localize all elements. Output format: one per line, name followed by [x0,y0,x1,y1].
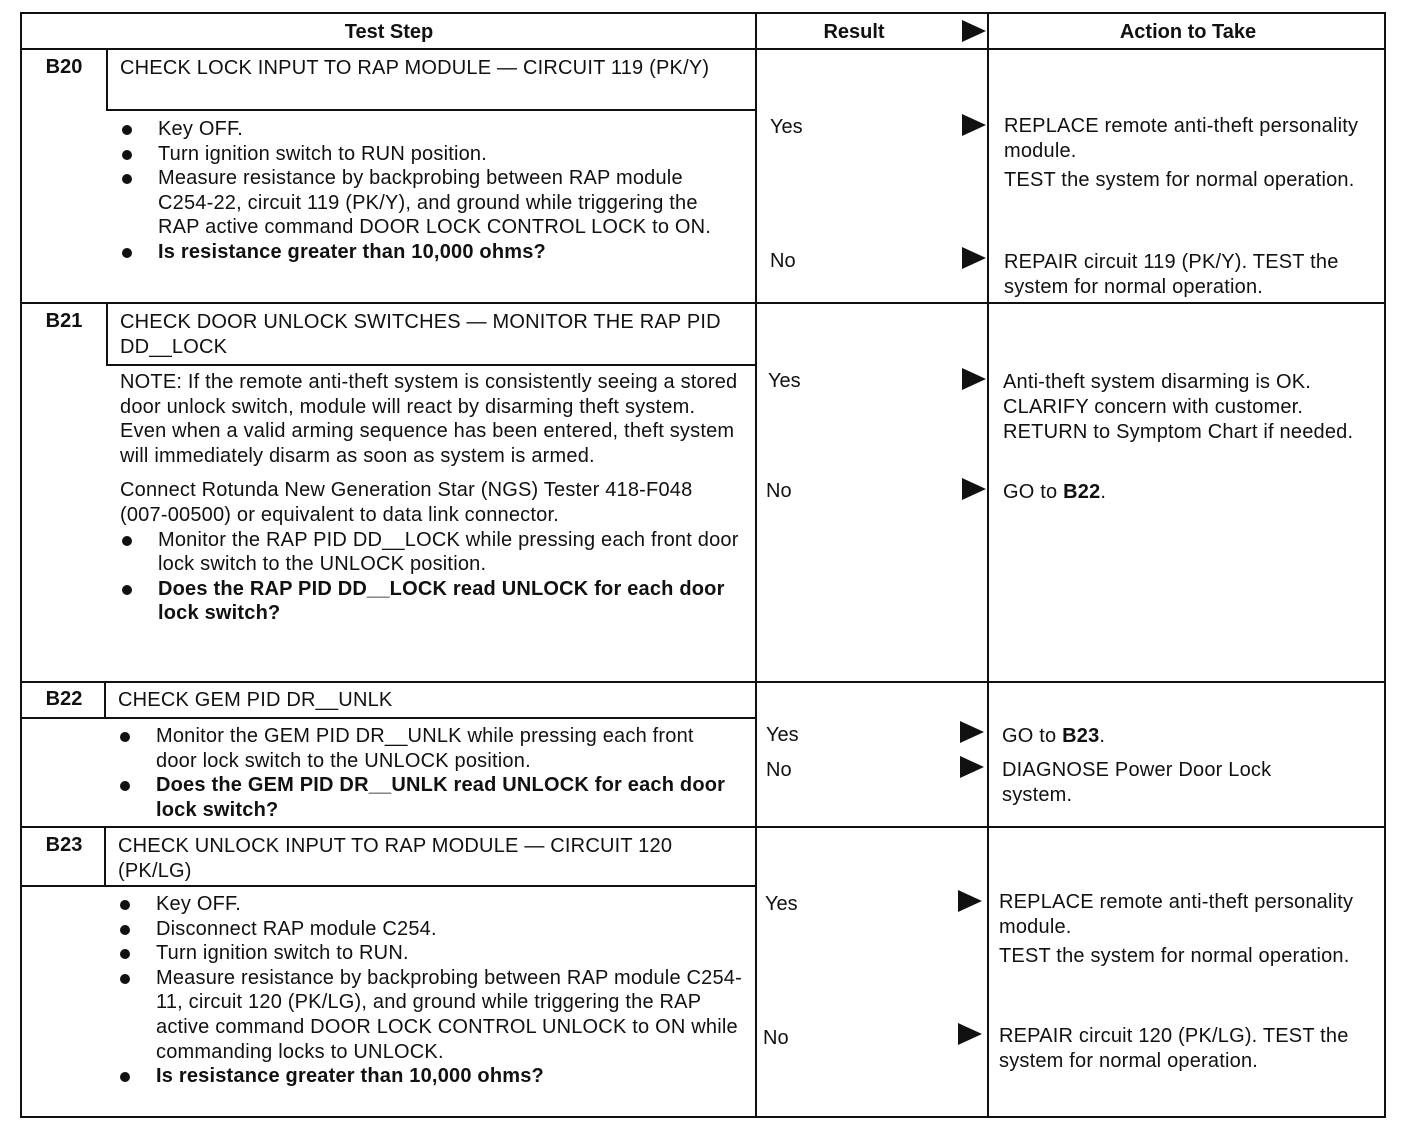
bullet-b23-4: Measure resistance by backprobing between RAP module C254-11, circuit 120 (PK/LG), and ground while triggering the RAP active command DOOR LOCK CONTROL UNLOCK to ON while commanding locks to UNLOCK. [118,966,743,1064]
arrow-b22-no-icon [960,756,984,778]
step-id-b21: B21 [45,310,83,332]
result-b20-yes: Yes [770,116,803,138]
step-body-b21 [120,370,740,626]
result-b21-yes: Yes [768,370,801,392]
step-body-b20 [120,117,740,265]
action-b23-no: REPAIR circuit 120 (PK/LG). TEST the system for normal operation. [999,1025,1349,1072]
action-b22-no: DIAGNOSE Power Door Lock system. [1002,759,1272,806]
action-b22-yes-prefix: GO to [1002,725,1063,747]
column-divider-result [755,14,757,1118]
id-divider-b20 [106,50,108,110]
header-action: Action to Take [1119,20,1257,43]
step-title-b20: CHECK LOCK INPUT TO RAP MODULE — CIRCUIT 119 (PK/Y) [120,57,710,79]
diagnostic-table [20,12,1386,1118]
action-b21-yes: Anti-theft system disarming is OK. CLARIFY concern with customer. RETURN to Symptom Chart if needed. [1003,371,1354,443]
b21-title-rule [106,364,756,366]
step-body-b22 [118,724,738,822]
note-b21: NOTE: If the remote anti-theft system is consistently seeing a stored door unlock switch, module will react by disarming theft system. Even when a valid arming sequence has been entered, theft system will immediately disarm as soon as system is armed. [120,371,738,467]
bullet-b20-3: Measure resistance by backprobing between RAP module C254-22, circuit 119 (PK/Y), and ground while triggering the RAP active command DOOR LOCK CONTROL LOCK to ON. [120,166,740,240]
step-id-b22: B22 [45,688,83,710]
b22-bottom-rule [22,826,1386,828]
arrow-b20-yes-icon [962,114,986,136]
action-b22-yes-suffix: . [1099,725,1106,747]
result-b22-no: No [766,759,792,781]
action-b21-no [1003,480,1378,505]
bullet-b23-2: Disconnect RAP module C254. [118,917,743,942]
result-b23-no: No [763,1027,789,1049]
b22-title-rule [22,717,756,719]
bullet-b21-1: Monitor the RAP PID DD__LOCK while pressing each front door lock switch to the UNLOCK position. [120,528,740,577]
action-b22-yes [1002,724,1377,749]
result-b23-yes: Yes [765,893,798,915]
result-b21-no: No [766,480,792,502]
b21-bottom-rule [22,681,1386,683]
bullet-b23-3: Turn ignition switch to RUN. [118,941,743,966]
header-result: Result [823,20,885,43]
bullet-b20-2: Turn ignition switch to RUN position. [120,142,740,167]
arrow-b23-yes-icon [958,890,982,912]
question-b20: Is resistance greater than 10,000 ohms? [120,240,740,265]
bullet-b22-1: Monitor the GEM PID DR__UNLK while pressing each front door lock switch to the UNLOCK position. [118,724,738,773]
question-b22: Does the GEM PID DR__UNLK read UNLOCK for each door lock switch? [118,773,738,822]
result-b20-no: No [770,250,796,272]
b20-title-rule [106,109,756,111]
column-divider-action [987,14,989,1118]
question-b23: Is resistance greater than 10,000 ohms? [118,1064,743,1089]
action-b21-no-suffix: . [1100,481,1107,503]
action-b21-no-prefix: GO to [1003,481,1064,503]
step-body-b23 [118,892,743,1089]
step-id-b20: B20 [45,56,83,78]
question-b21: Does the RAP PID DD__LOCK read UNLOCK for each door lock switch? [120,577,740,626]
step-title-b22: CHECK GEM PID DR__UNLK [118,689,393,711]
id-divider-b21 [106,304,108,364]
step-title-b21: CHECK DOOR UNLOCK SWITCHES — MONITOR THE RAP PID DD__LOCK [120,311,721,358]
action-b23-yes-line-2: TEST the system for normal operation. [999,945,1350,967]
action-b20-yes [1004,114,1374,193]
arrow-b21-yes-icon [962,368,986,390]
action-b20-yes-line-2: TEST the system for normal operation. [1004,169,1355,191]
bullet-b23-1: Key OFF. [118,892,743,917]
arrow-b22-yes-icon [960,721,984,743]
header-arrow-icon [962,20,986,42]
step-id-b23: B23 [45,834,83,856]
step-title-b23: CHECK UNLOCK INPUT TO RAP MODULE — CIRCUIT 120 (PK/LG) [118,835,673,882]
result-b22-yes: Yes [766,724,799,746]
action-b23-yes [999,890,1374,969]
b20-bottom-rule [22,302,1386,304]
header-test-step: Test Step [344,20,434,43]
action-b23-yes-line-1: REPLACE remote anti-theft personality module. [999,891,1354,938]
action-b22-yes-ref: B23 [1062,725,1100,747]
arrow-b20-no-icon [962,247,986,269]
arrow-b21-no-icon [962,478,986,500]
action-b20-no: REPAIR circuit 119 (PK/Y). TEST the system for normal operation. [1004,251,1339,298]
bullet-b20-1: Key OFF. [120,117,740,142]
action-b20-yes-line-1: REPLACE remote anti-theft personality module. [1004,115,1359,162]
action-b21-no-ref: B22 [1063,481,1101,503]
header-rule [22,48,1386,50]
connect-b21: Connect Rotunda New Generation Star (NGS) Tester 418-F048 (007-00500) or equivalent to data link connector. [120,479,693,526]
arrow-b23-no-icon [958,1023,982,1045]
b23-title-rule [22,885,756,887]
